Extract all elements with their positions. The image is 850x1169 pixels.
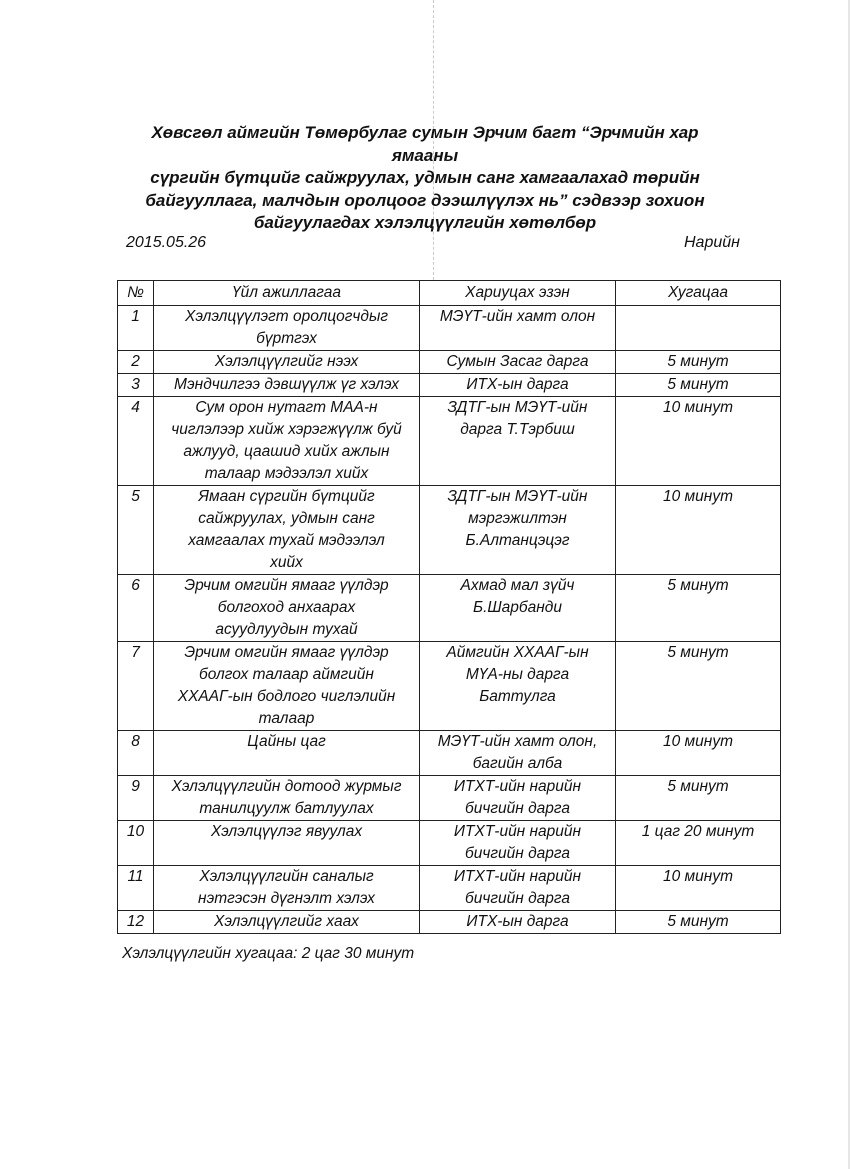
cell-responsible-line: Аймгийн ХХААГ-ын [446, 644, 589, 661]
document-title [130, 122, 720, 235]
cell-number: 12 [118, 911, 154, 934]
table-row [118, 731, 781, 776]
table-header-row [118, 281, 781, 306]
document-date: 2015.05.26 [126, 234, 207, 251]
cell-responsible-line: Баттулга [479, 688, 556, 705]
cell-activity-line: нэтгэсэн дүгнэлт хэлэх [198, 890, 375, 907]
cell-responsible [420, 397, 616, 486]
table-row [118, 486, 781, 575]
cell-activity-line: Мэндчилгээ дэвшүүлж үг хэлэх [173, 376, 400, 393]
document-place: Нарийн [684, 234, 740, 251]
cell-activity [154, 776, 420, 821]
cell-responsible-line: Б.Шарбанди [473, 599, 562, 616]
table-row [118, 911, 781, 934]
table-row [118, 866, 781, 911]
cell-activity-line: хамгаалах тухай мэдээлэл [188, 532, 385, 549]
table-row [118, 642, 781, 731]
cell-activity-line: Ямаан сүргийн бүтцийг [198, 488, 375, 505]
cell-responsible-line: ИТХТ-ийн нарийн [453, 868, 582, 885]
cell-activity-line: Хэлэлцүүлгийн саналыг [199, 868, 374, 885]
cell-activity [154, 397, 420, 486]
table-row [118, 575, 781, 642]
cell-number: 3 [118, 374, 154, 397]
cell-responsible [420, 821, 616, 866]
cell-duration: 5 минут [616, 776, 781, 821]
column-header-activity: Үйл ажиллагаа [154, 281, 420, 306]
cell-number: 11 [118, 866, 154, 911]
cell-responsible [420, 731, 616, 776]
cell-activity-line: болгоход анхаарах [217, 599, 356, 616]
cell-activity [154, 306, 420, 351]
cell-activity [154, 486, 420, 575]
cell-activity-line: танилцуулж батлуулах [199, 800, 374, 817]
cell-responsible [420, 642, 616, 731]
cell-activity-line: ажлууд, цаашид хийх ажлын [183, 443, 390, 460]
table-row [118, 821, 781, 866]
cell-number: 5 [118, 486, 154, 575]
cell-activity [154, 575, 420, 642]
cell-activity-line: Хэлэлцүүлэгт оролцогчдыг [185, 308, 388, 325]
cell-responsible [420, 306, 616, 351]
cell-activity-line: асуудлуудын тухай [215, 621, 358, 638]
cell-activity-line: Хэлэлцүүлгийн дотоод журмыг [171, 778, 402, 795]
cell-activity-line: болгох талаар аймгийн [199, 666, 374, 683]
cell-responsible [420, 575, 616, 642]
cell-activity [154, 351, 420, 374]
cell-responsible-line: МЭҮТ-ийн хамт олон [439, 308, 596, 325]
cell-duration: 10 минут [616, 486, 781, 575]
cell-responsible-line: мэргэжилтэн [468, 510, 567, 527]
cell-number: 6 [118, 575, 154, 642]
cell-duration: 5 минут [616, 911, 781, 934]
cell-activity [154, 374, 420, 397]
cell-number: 10 [118, 821, 154, 866]
cell-responsible [420, 866, 616, 911]
cell-activity-line: талаар [258, 710, 315, 727]
table-row [118, 374, 781, 397]
cell-responsible-line: ЗДТГ-ын МЭҮТ-ийн [447, 488, 588, 505]
cell-activity [154, 821, 420, 866]
cell-activity-line: Сум орон нутагт МАА-н [195, 399, 378, 416]
cell-responsible-line: бичгийн дарга [465, 845, 570, 862]
column-header-duration: Хугацаа [616, 281, 781, 306]
cell-responsible-line: ЗДТГ-ын МЭҮТ-ийн [447, 399, 588, 416]
table-body [118, 306, 781, 934]
cell-duration: 10 минут [616, 397, 781, 486]
title-line: байгуулагдах хэлэлцүүлгийн хөтөлбөр [253, 213, 597, 232]
cell-activity-line: талаар мэдээлэл хийх [204, 465, 369, 482]
cell-activity-line: Хэлэлцүүлгийг нээх [214, 353, 359, 370]
table-row [118, 351, 781, 374]
cell-responsible-line: ИТХ-ын дарга [466, 913, 569, 930]
total-duration-note: Хэлэлцүүлгийн хугацаа: 2 цаг 30 минут [122, 945, 415, 962]
cell-responsible [420, 374, 616, 397]
cell-responsible [420, 911, 616, 934]
cell-activity-line: ХХААГ-ын бодлого чиглэлийн [177, 688, 396, 705]
title-line: Хөвсгөл аймгийн Төмөрбулаг сумын Эрчим багт “Эрчмийн хар ямааны [151, 123, 699, 165]
cell-activity-line: хийх [270, 554, 303, 571]
cell-responsible-line: ИТХТ-ийн нарийн [453, 823, 582, 840]
cell-responsible-line: МҮА-ны дарга [465, 666, 570, 683]
cell-duration: 5 минут [616, 351, 781, 374]
column-header-number: № [118, 281, 154, 306]
cell-activity [154, 911, 420, 934]
column-header-responsible: Хариуцах эзэн [420, 281, 616, 306]
cell-activity [154, 731, 420, 776]
cell-number: 7 [118, 642, 154, 731]
cell-responsible-line: бичгийн дарга [465, 800, 570, 817]
cell-activity [154, 866, 420, 911]
cell-activity-line: сайжруулах, удмын санг [198, 510, 375, 527]
cell-number: 8 [118, 731, 154, 776]
cell-duration: 5 минут [616, 374, 781, 397]
cell-activity-line: Эрчим омгийн ямааг үүлдэр [184, 577, 389, 594]
cell-activity-line: Хэлэлцүүлгийг хаах [214, 913, 359, 930]
cell-duration: 5 минут [616, 642, 781, 731]
cell-responsible-line: багийн алба [472, 755, 563, 772]
cell-responsible [420, 351, 616, 374]
table-row [118, 397, 781, 486]
cell-responsible [420, 776, 616, 821]
cell-responsible-line: Ахмад мал зүйч [460, 577, 575, 594]
cell-responsible [420, 486, 616, 575]
cell-activity-line: Хэлэлцүүлэг явуулах [210, 823, 363, 840]
cell-activity-line: Эрчим омгийн ямааг үүлдэр [184, 644, 389, 661]
cell-responsible-line: Б.Алтанцэцэг [465, 532, 570, 549]
cell-duration: 5 минут [616, 575, 781, 642]
table-row [118, 306, 781, 351]
cell-duration: 10 минут [616, 731, 781, 776]
cell-duration [616, 306, 781, 351]
cell-responsible-line: бичгийн дарга [465, 890, 570, 907]
cell-responsible-line: ИТХТ-ийн нарийн [453, 778, 582, 795]
cell-number: 9 [118, 776, 154, 821]
table-row [118, 776, 781, 821]
cell-activity [154, 642, 420, 731]
cell-responsible-line: МЭҮТ-ийн хамт олон, [437, 733, 598, 750]
program-table [117, 280, 781, 934]
cell-duration: 10 минут [616, 866, 781, 911]
title-line: байгууллага, малчдын оролцоог дээшлүүлэх нь” сэдвээр зохион [145, 190, 705, 210]
cell-activity-line: чиглэлээр хийж хэрэгжүүлж буй [171, 421, 402, 438]
cell-responsible-line: дарга Т.Тэрбиш [460, 421, 575, 438]
cell-responsible-line: Сумын Засаг дарга [446, 353, 589, 370]
cell-number: 1 [118, 306, 154, 351]
cell-activity-line: бүртгэх [256, 330, 317, 347]
cell-number: 4 [118, 397, 154, 486]
cell-responsible-line: ИТХ-ын дарга [466, 376, 569, 393]
title-line: сүргийн бүтцийг сайжруулах, удмын санг хамгаалахад төрийн [150, 168, 700, 187]
cell-number: 2 [118, 351, 154, 374]
cell-activity-line: Цайны цаг [247, 733, 326, 750]
cell-duration: 1 цаг 20 минут [616, 821, 781, 866]
